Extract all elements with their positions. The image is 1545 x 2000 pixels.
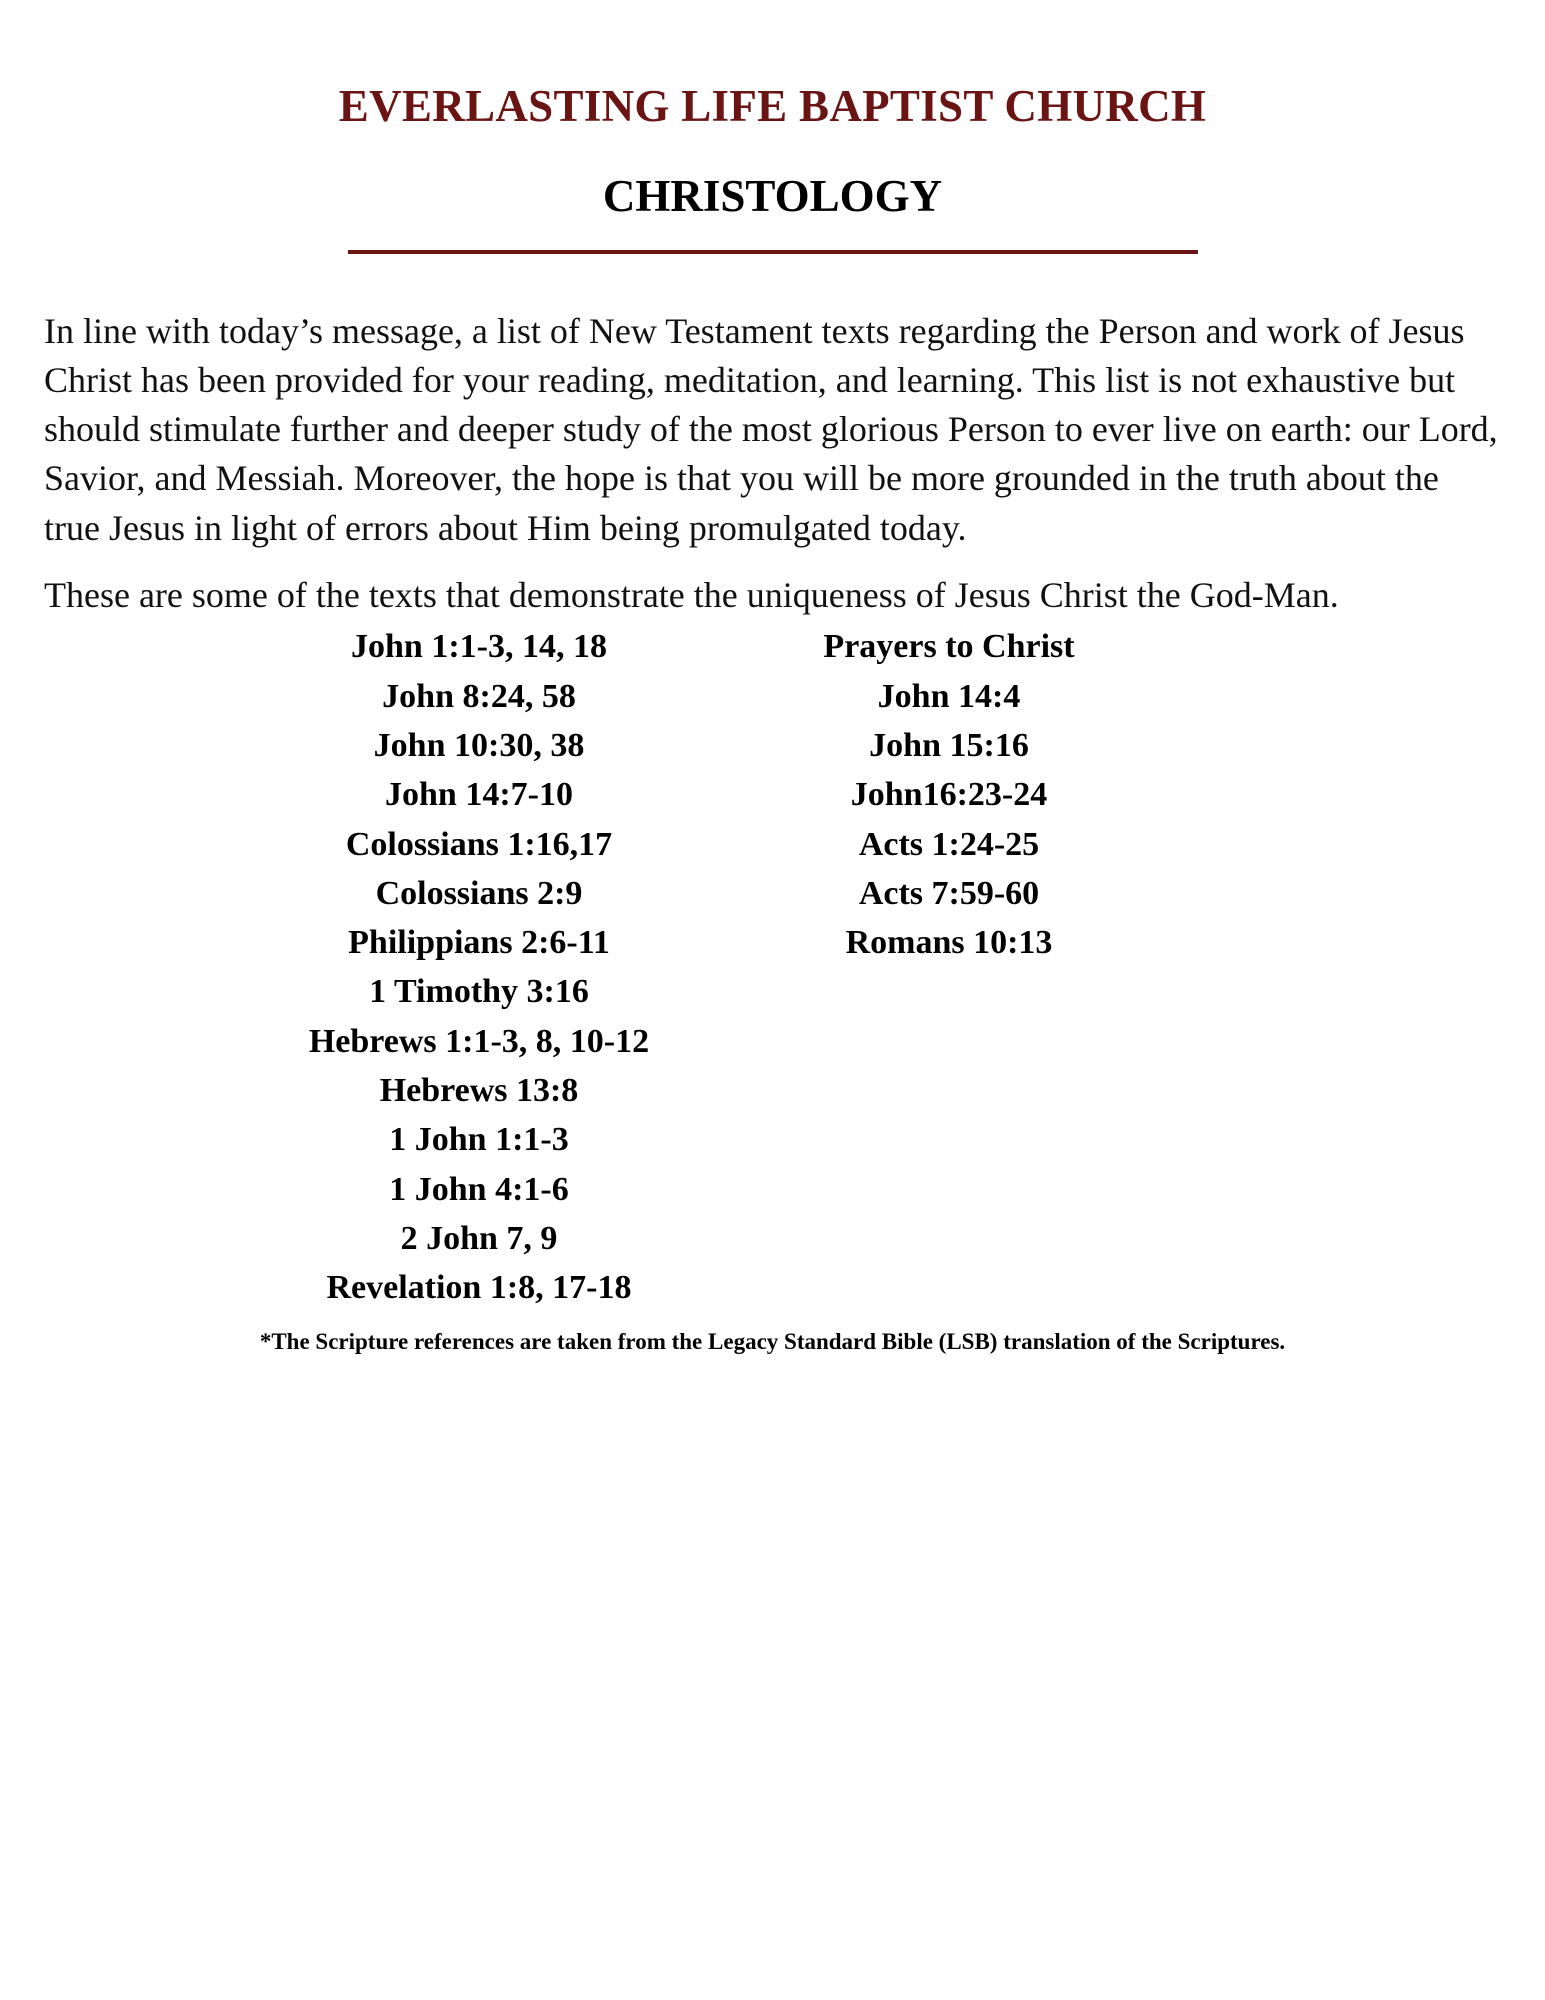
scripture-reference: Colossians 1:16,17	[345, 825, 613, 863]
scripture-reference: John 10:30, 38	[373, 726, 585, 764]
scripture-reference-columns	[44, 620, 1501, 1312]
scripture-list-right	[759, 622, 1139, 967]
scripture-reference: 1 John 1:1-3	[389, 1121, 569, 1159]
scripture-reference: John 8:24, 58	[382, 677, 576, 715]
horizontal-rule	[348, 250, 1198, 254]
scripture-reference: Philippians 2:6-11	[348, 924, 610, 962]
list-intro-paragraph: These are some of the texts that demonstrate the uniqueness of Jesus Christ the God-Man.	[44, 575, 1339, 616]
prayers-to-christ-heading: Prayers to Christ	[823, 628, 1075, 666]
scripture-reference: John 1:1-3, 14, 18	[351, 628, 607, 666]
scripture-reference: Acts 7:59-60	[858, 874, 1040, 912]
scripture-reference: Colossians 2:9	[375, 874, 583, 912]
scripture-list-left	[259, 622, 699, 1312]
church-name-heading: EVERLASTING LIFE BAPTIST CHURCH	[338, 81, 1207, 131]
scripture-reference: Hebrews 1:1-3, 8, 10-12	[308, 1022, 650, 1060]
scripture-reference: Acts 1:24-25	[858, 825, 1040, 863]
scripture-reference: 1 John 4:1-6	[389, 1170, 569, 1208]
translation-footnote: *The Scripture references are taken from the Legacy Standard Bible (LSB) translation of the Scriptures.	[259, 1328, 1286, 1354]
scripture-reference: John 15:16	[869, 726, 1029, 764]
scripture-reference: Revelation 1:8, 17-18	[326, 1269, 632, 1307]
scripture-reference: 2 John 7, 9	[400, 1219, 558, 1257]
scripture-reference: Romans 10:13	[845, 924, 1053, 962]
scripture-reference: John16:23-24	[850, 776, 1048, 814]
scripture-reference: Hebrews 13:8	[379, 1072, 579, 1110]
scripture-reference: 1 Timothy 3:16	[369, 973, 589, 1011]
intro-paragraph: In line with today’s message, a list of New Testament texts regarding the Person and work of Jesus Christ has been provided for your reading, meditation, and learning. This list is not exhaustive but should stimulate further and deeper study of the most glorious Person to ever live on earth: our Lord, Savior, and Messiah. Moreover, the hope is that you will be more grounded in the truth about the true Jesus in light of errors about Him being promulgated today.	[44, 310, 1498, 548]
header-divider-wrapper	[44, 221, 1501, 283]
scripture-reference: John 14:4	[877, 677, 1021, 715]
scripture-reference: John 14:7-10	[385, 776, 573, 814]
page-title: CHRISTOLOGY	[602, 171, 943, 222]
